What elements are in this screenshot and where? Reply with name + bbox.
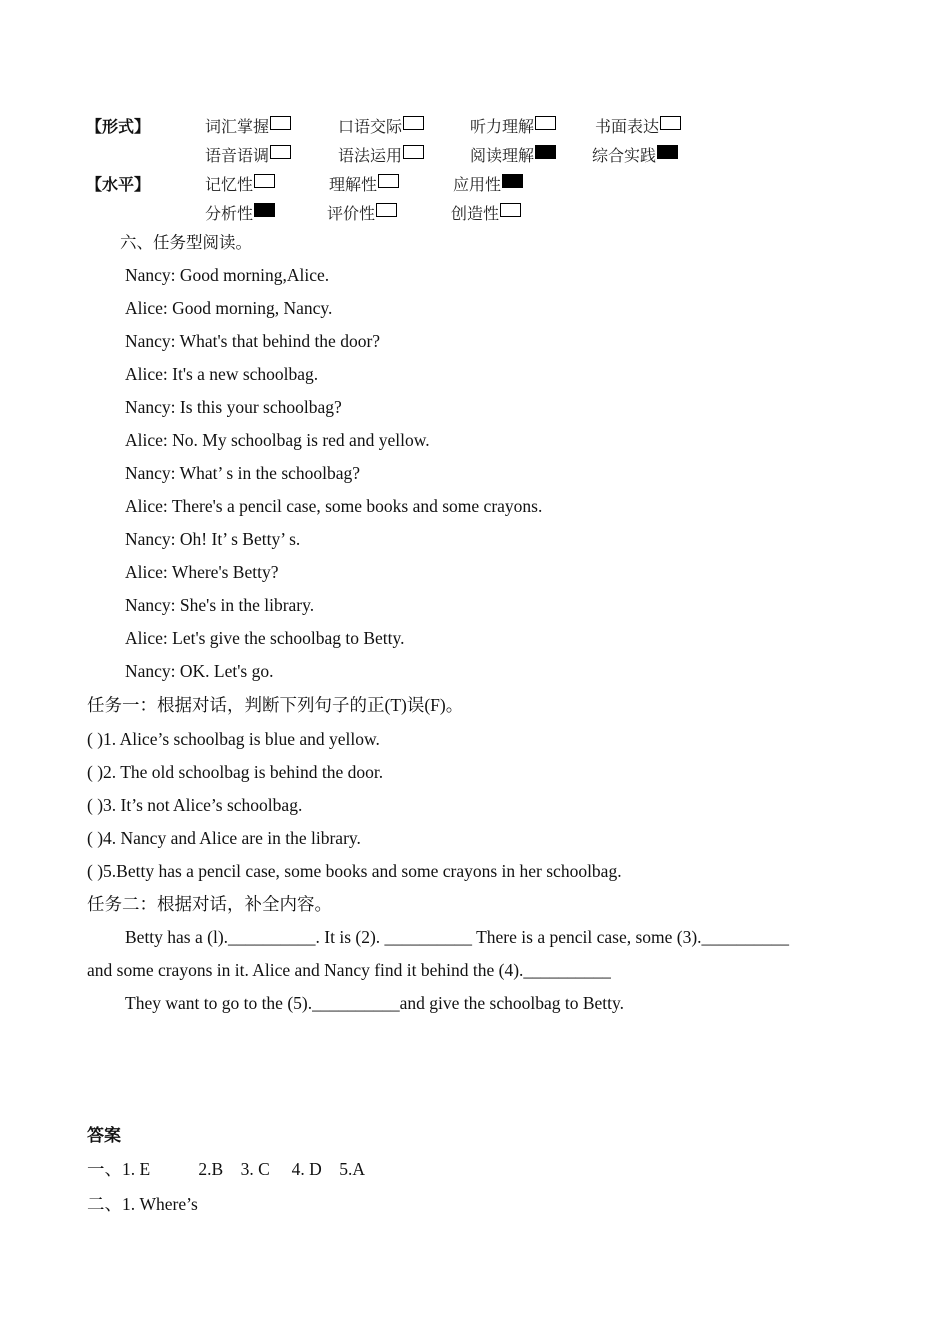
dialogue-line: Alice: No. My schoolbag is red and yellow. — [125, 430, 430, 450]
dialogue-line: Alice: Good morning, Nancy. — [125, 298, 333, 318]
form-label: 【形式】 — [86, 117, 151, 136]
checkbox-item[interactable]: 评价性 — [327, 203, 397, 224]
dialogue-line: Alice: There's a pencil case, some books and some crayons. — [125, 496, 543, 516]
task1-title: 任务一：根据对话，判断下列句子的正(T)误(F)。 — [87, 695, 464, 715]
section-title: 六、任务型阅读。 — [120, 233, 252, 252]
checkbox-box[interactable] — [657, 145, 678, 159]
answers-line: 一、1. E 2.B 3. C 4. D 5.A — [87, 1159, 366, 1179]
checkbox-box[interactable] — [403, 116, 424, 130]
checkbox-item[interactable]: 创造性 — [451, 203, 521, 224]
checkbox-box[interactable] — [660, 116, 681, 130]
checkbox-item[interactable]: 书面表达 — [595, 116, 681, 137]
checkbox-item[interactable]: 应用性 — [453, 174, 523, 195]
dialogue-line: Alice: Where's Betty? — [125, 562, 279, 582]
task1-item: ( )5.Betty has a pencil case, some books and some crayons in her schoolbag. — [87, 861, 622, 881]
checkbox-box[interactable] — [376, 203, 397, 217]
dialogue-line: Alice: It's a new schoolbag. — [125, 364, 319, 384]
checkbox-item[interactable]: 阅读理解 — [470, 145, 556, 166]
checkbox-box[interactable] — [535, 145, 556, 159]
checkbox-box[interactable] — [270, 145, 291, 159]
level-label: 【水平】 — [86, 175, 151, 194]
checkbox-box[interactable] — [403, 145, 424, 159]
checkbox-item[interactable]: 记忆性 — [205, 174, 275, 195]
checkbox-item[interactable]: 口语交际 — [338, 116, 424, 137]
task1-item: ( )2. The old schoolbag is behind the door. — [87, 762, 384, 782]
checkbox-item[interactable]: 词汇掌握 — [205, 116, 291, 137]
dialogue-line: Nancy: Oh! It’ s Betty’ s. — [125, 529, 301, 549]
task2-title: 任务二：根据对话，补全内容。 — [87, 894, 332, 914]
checkbox-item[interactable]: 语法运用 — [338, 145, 424, 166]
checkbox-box[interactable] — [270, 116, 291, 130]
checkbox-item[interactable]: 分析性 — [205, 203, 275, 224]
answers-title: 答案 — [87, 1126, 121, 1146]
checkbox-box[interactable] — [254, 174, 275, 188]
answers-line: 二、1. Where’s — [87, 1194, 198, 1214]
dialogue-line: Nancy: She's in the library. — [125, 595, 315, 615]
checkbox-item[interactable]: 综合实践 — [592, 145, 678, 166]
task2-line: Betty has a (l).__________. It is (2). __________ There is a pencil case, some (3).__________ — [125, 927, 790, 947]
dialogue-line: Alice: Let's give the schoolbag to Betty. — [125, 628, 405, 648]
checkbox-box[interactable] — [254, 203, 275, 217]
task2-line: They want to go to the (5).__________and give the schoolbag to Betty. — [125, 993, 624, 1013]
checkbox-box[interactable] — [500, 203, 521, 217]
task1-item: ( )4. Nancy and Alice are in the library. — [87, 828, 361, 848]
checkbox-box[interactable] — [502, 174, 523, 188]
task2-line: and some crayons in it. Alice and Nancy find it behind the (4).__________ — [87, 960, 611, 980]
task1-item: ( )1. Alice’s schoolbag is blue and yellow. — [87, 729, 380, 749]
checkbox-box[interactable] — [378, 174, 399, 188]
dialogue-line: Nancy: What's that behind the door? — [125, 331, 381, 351]
dialogue-line: Nancy: Is this your schoolbag? — [125, 397, 342, 417]
checkbox-item[interactable]: 语音语调 — [205, 145, 291, 166]
dialogue-line: Nancy: Good morning,Alice. — [125, 265, 330, 285]
task1-item: ( )3. It’s not Alice’s schoolbag. — [87, 795, 303, 815]
checkbox-item[interactable]: 听力理解 — [470, 116, 556, 137]
dialogue-line: Nancy: OK. Let's go. — [125, 661, 274, 681]
checkbox-box[interactable] — [535, 116, 556, 130]
dialogue-line: Nancy: What’ s in the schoolbag? — [125, 463, 361, 483]
checkbox-item[interactable]: 理解性 — [329, 174, 399, 195]
